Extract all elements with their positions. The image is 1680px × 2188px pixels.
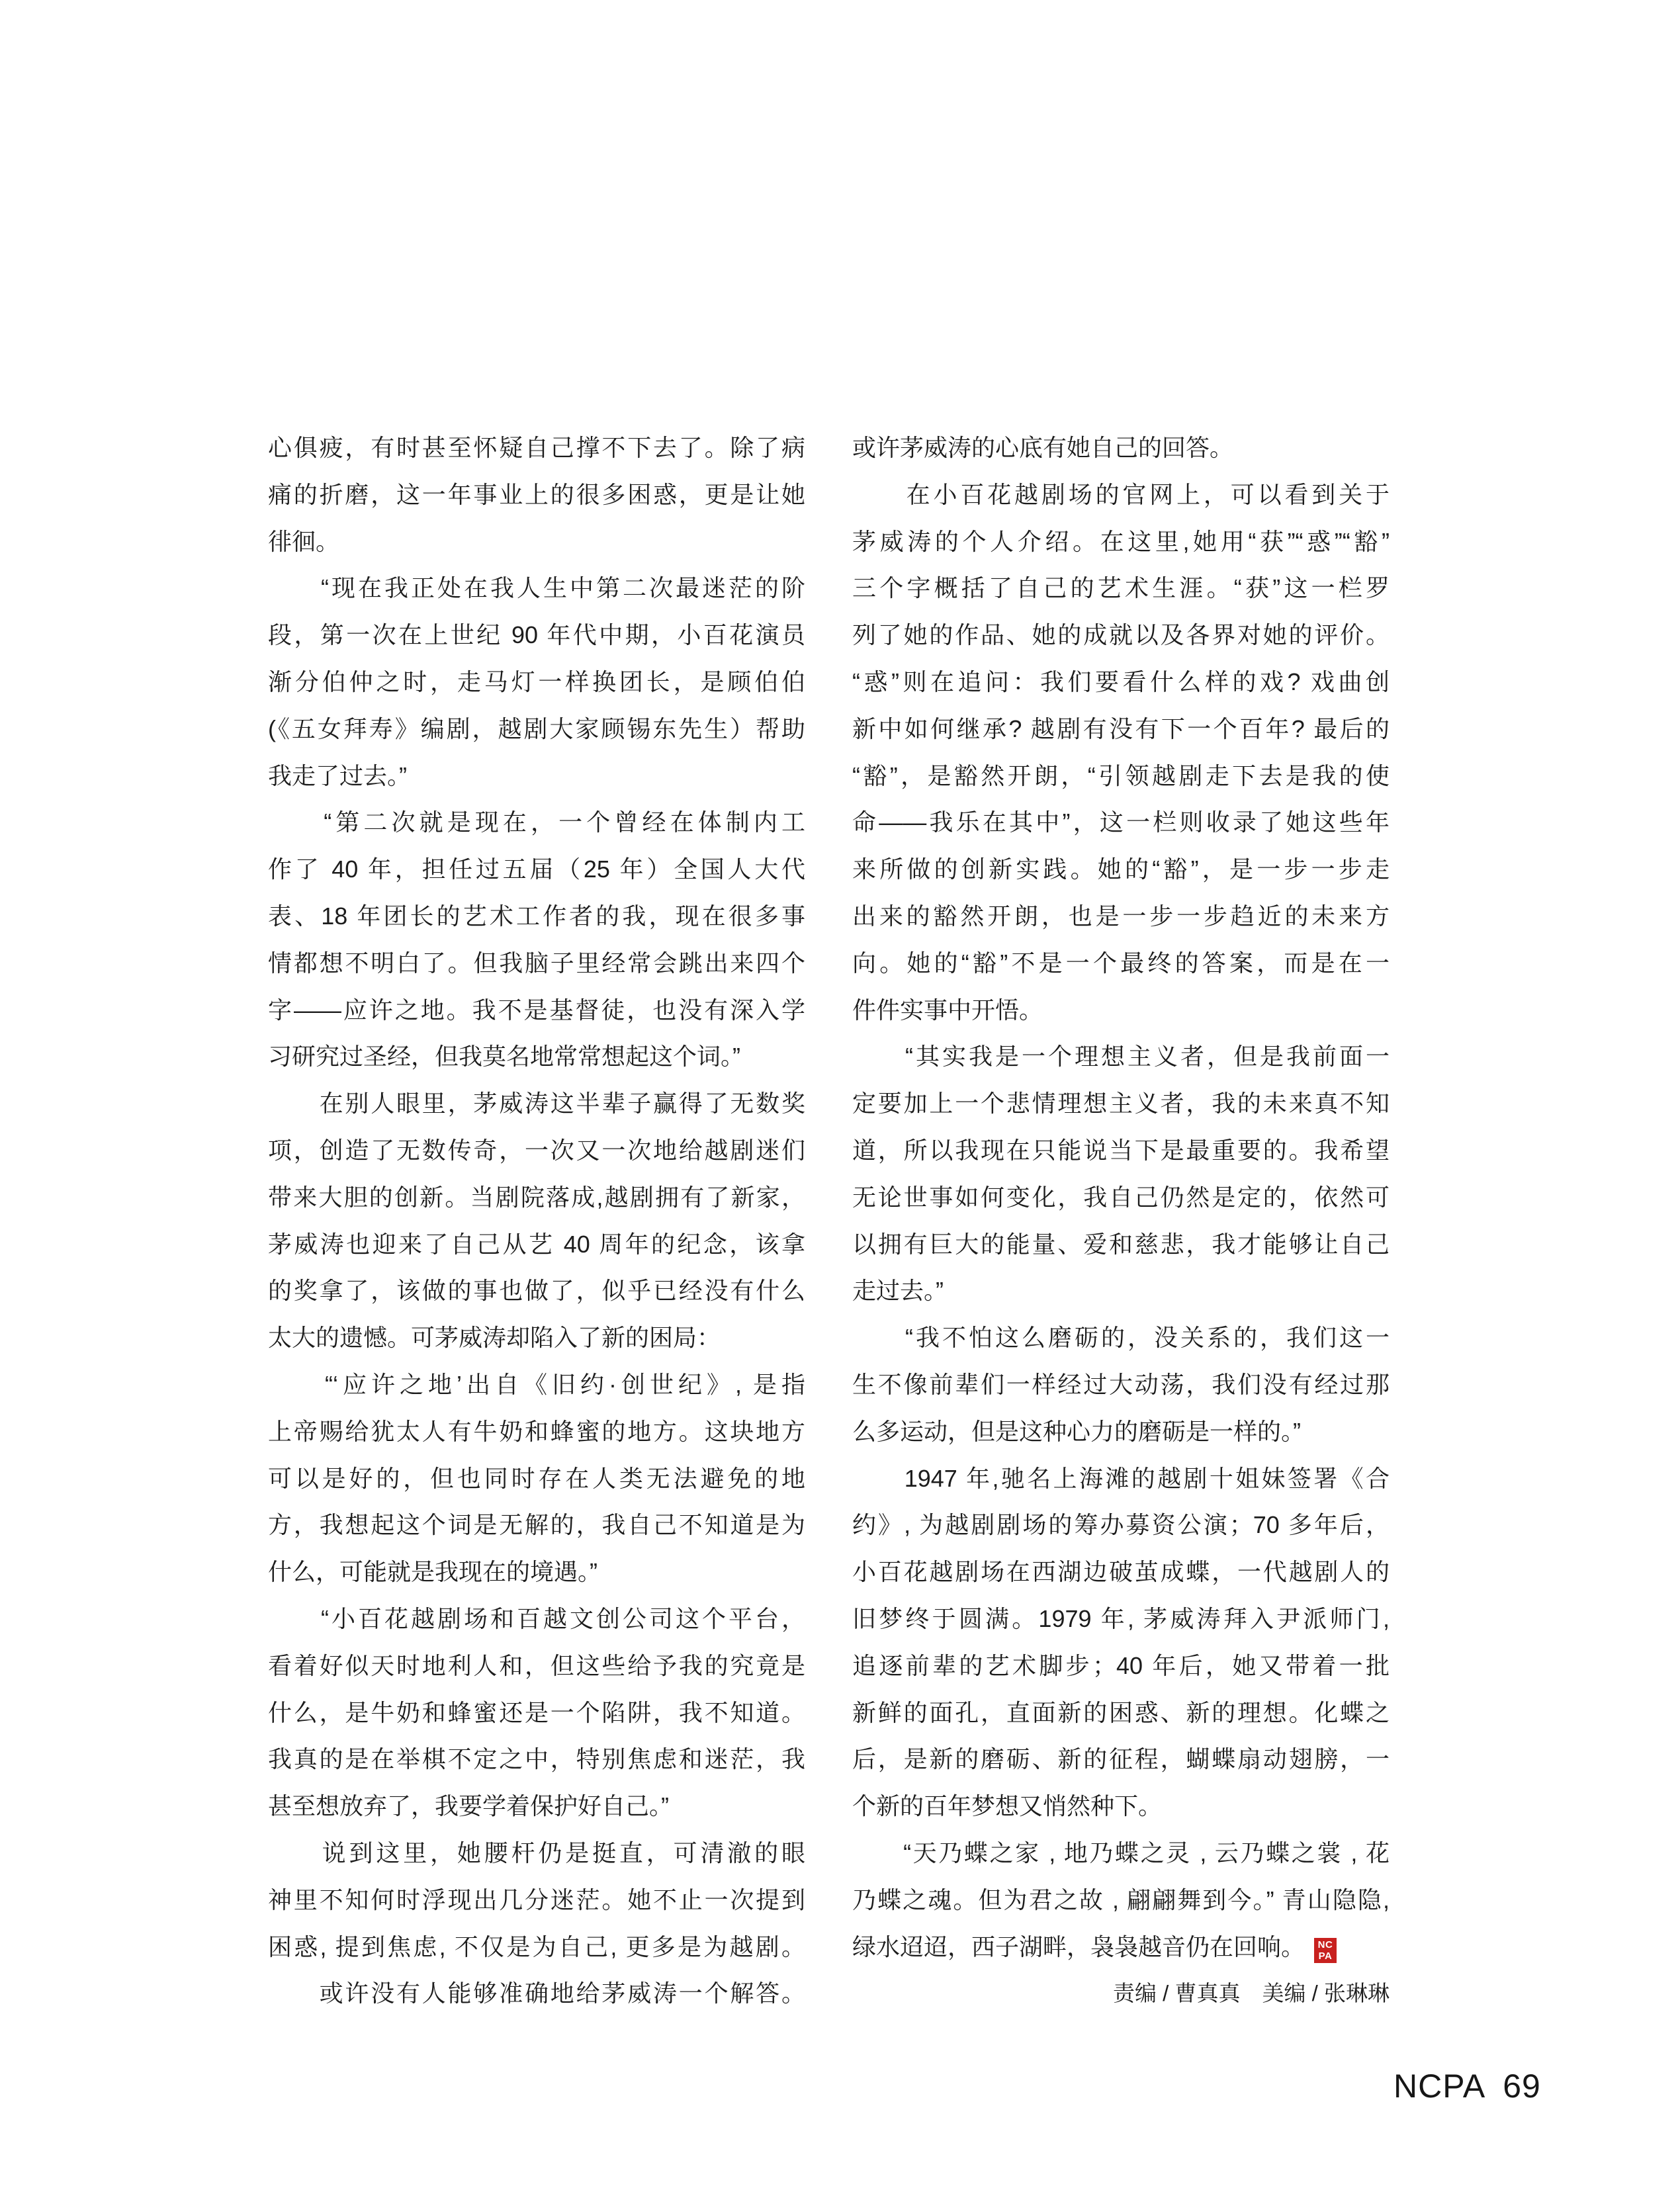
text-line: 件件实事中开悟。 [852, 996, 1043, 1024]
text-line: 作了 40 年，担任过五届（25 年）全国人大代 [268, 855, 805, 883]
paragraph [852, 1456, 1390, 1830]
text-line: 什么，可能就是我现在的境遇。” [268, 1558, 597, 1586]
text-line: “豁”，是豁然开朗，“引领越剧走下去是我的使 [852, 762, 1390, 789]
text-line: 后，是新的磨砺、新的征程，蝴蝶扇动翅膀，一 [852, 1745, 1390, 1773]
paragraph [268, 1362, 805, 1596]
text-line: “其实我是一个理想主义者，但是我前面一 [852, 1043, 1390, 1071]
text-line: 看着好似天时地利人和，但这些给予我的究竟是 [268, 1651, 805, 1679]
article-column-right [852, 425, 1390, 2017]
text-line: “小百花越剧场和百越文创公司这个平台， [268, 1604, 805, 1632]
paragraph [852, 1033, 1390, 1315]
text-line: 项，创造了无数传奇，一次又一次地给越剧迷们 [268, 1136, 805, 1164]
text-line: 可以是好的，但也同时存在人类无法避免的地 [268, 1464, 805, 1492]
text-line: 说到这里，她腰杆仍是挺直，可清澈的眼 [268, 1839, 805, 1866]
text-line: 茅威涛也迎来了自己从艺 40 周年的纪念，该拿 [268, 1230, 805, 1258]
text-line: 定要加上一个悲情理想主义者，我的未来真不知 [852, 1090, 1390, 1117]
text-line: 新中如何继承? 越剧有没有下一个百年? 最后的 [852, 715, 1390, 742]
paragraph [268, 565, 805, 799]
text-line: 甚至想放弃了，我要学着保护好自己。” [268, 1792, 669, 1820]
ncpa-seal-icon: NC PA [1314, 1938, 1337, 1963]
text-line: “现在我正处在我人生中第二次最迷茫的阶 [268, 574, 805, 602]
text-line: 的奖拿了，该做的事也做了，似乎已经没有什么 [268, 1277, 805, 1305]
paragraph [852, 425, 1390, 472]
paragraph [852, 1315, 1390, 1455]
text-line: 走过去。” [852, 1277, 944, 1305]
text-line: 徘徊。 [268, 527, 340, 555]
text-line: 带来大胆的创新。当剧院落成,越剧拥有了新家， [268, 1183, 805, 1211]
text-line: 以拥有巨大的能量、爱和慈悲，我才能够让自己 [852, 1230, 1390, 1258]
column-right-paragraphs [852, 425, 1390, 1970]
paragraph [268, 1596, 805, 1830]
text-line: 茅威涛的个人介绍。在这里,她用“获”“惑”“豁” [852, 527, 1390, 555]
column-left-paragraphs [268, 425, 805, 2017]
text-line: 心俱疲，有时甚至怀疑自己撑不下去了。除了病 [268, 434, 805, 461]
text-line: 表、18 年团长的艺术工作者的我，现在很多事 [268, 902, 805, 930]
text-line: 追逐前辈的艺术脚步；40 年后，她又带着一批 [852, 1651, 1390, 1679]
text-line: 或许没有人能够准确地给茅威涛一个解答。 [268, 1980, 805, 2007]
paragraph [268, 799, 805, 1080]
text-line: 向。她的“豁”不是一个最终的答案，而是在一 [852, 949, 1390, 977]
text-line: 道，所以我现在只能说当下是最重要的。我希望 [852, 1136, 1390, 1164]
paragraph [852, 472, 1390, 1034]
text-line: 1947 年,驰名上海滩的越剧十姐妹签署《合 [852, 1464, 1390, 1492]
paragraph [268, 1080, 805, 1362]
editor-credit: 责编 / 曹真真 美编 / 张琳琳 [1112, 1981, 1390, 2006]
footer-page-number: 69 [1503, 2068, 1541, 2105]
text-line: (《五女拜寿》编剧，越剧大家顾锡东先生）帮助 [268, 715, 805, 742]
page-footer [1393, 2067, 1541, 2105]
text-line: 我走了过去。” [268, 762, 407, 789]
text-line: 生不像前辈们一样经过大动荡，我们没有经过那 [852, 1370, 1390, 1398]
text-line: 或许茅威涛的心底有她自己的回答。 [852, 434, 1234, 461]
text-line: 新鲜的面孔，直面新的困惑、新的理想。化蝶之 [852, 1698, 1390, 1726]
text-line: 个新的百年梦想又悄然种下。 [852, 1792, 1163, 1820]
text-line: 三个字概括了自己的艺术生涯。“获”这一栏罗 [852, 574, 1390, 602]
text-line: 太大的遗憾。可茅威涛却陷入了新的困局： [268, 1324, 721, 1352]
text-line: 在小百花越剧场的官网上，可以看到关于 [852, 480, 1390, 508]
paragraph [268, 1970, 805, 2017]
text-line: 小百花越剧场在西湖边破茧成蝶，一代越剧人的 [852, 1558, 1390, 1586]
text-line: 什么，是牛奶和蜂蜜还是一个陷阱，我不知道。 [268, 1698, 805, 1726]
text-line: “天乃蝶之家 , 地乃蝶之灵 , 云乃蝶之裳 , 花 [852, 1839, 1390, 1866]
text-line: 么多运动，但是这种心力的磨砺是一样的。” [852, 1417, 1301, 1445]
text-line: 段，第一次在上世纪 90 年代中期，小百花演员 [268, 621, 805, 649]
paragraph [852, 1830, 1390, 1970]
text-line: 习研究过圣经，但我莫名地常常想起这个词。” [268, 1043, 740, 1071]
text-line: 方，我想起这个词是无解的，我自己不知道是为 [268, 1511, 805, 1539]
text-line: 无论世事如何变化，我自己仍然是定的，依然可 [852, 1183, 1390, 1211]
text-line: 绿水迢迢，西子湖畔，袅袅越音仍在回响。 NC PA [852, 1924, 1390, 1971]
text-line: 出来的豁然开朗，也是一步一步趋近的未来方 [852, 902, 1390, 930]
text-line: 在别人眼里，茅威涛这半辈子赢得了无数奖 [268, 1090, 805, 1117]
text-line: 痛的折磨，这一年事业上的很多困惑，更是让她 [268, 480, 805, 508]
text-line: 列了她的作品、她的成就以及各界对她的评价。 [852, 621, 1390, 649]
text-line: “‘应许之地’出自《旧约·创世纪》, 是指 [268, 1370, 805, 1398]
text-line: 我真的是在举棋不定之中，特别焦虑和迷茫，我 [268, 1745, 805, 1773]
text-line: 困惑, 提到焦虑, 不仅是为自己, 更多是为越剧。 [268, 1933, 805, 1960]
text-line: “惑”则在追问：我们要看什么样的戏? 戏曲创 [852, 668, 1390, 695]
text-line: 来所做的创新实践。她的“豁”，是一步一步走 [852, 855, 1390, 883]
text-line: “第二次就是现在，一个曾经在体制内工 [268, 809, 805, 836]
text-line: 渐分伯仲之时，走马灯一样换团长，是顾伯伯 [268, 668, 805, 695]
paragraph [268, 425, 805, 565]
footer-brand: NCPA [1393, 2068, 1486, 2105]
text-line: 字——应许之地。我不是基督徒，也没有深入学 [268, 996, 805, 1024]
text-line: 情都想不明白了。但我脑子里经常会跳出来四个 [268, 949, 805, 977]
text-line: 旧梦终于圆满。1979 年, 茅威涛拜入尹派师门, [852, 1604, 1390, 1632]
text-line: 神里不知何时浮现出几分迷茫。她不止一次提到 [268, 1886, 805, 1913]
text-line: 约》, 为越剧剧场的筹办募资公演；70 多年后， [852, 1511, 1390, 1539]
text-line: 乃蝶之魂。但为君之故 , 翩翩舞到今。” 青山隐隐, [852, 1886, 1390, 1913]
text-line: “我不怕这么磨砺的，没关系的，我们这一 [852, 1324, 1390, 1352]
text-line: 上帝赐给犹太人有牛奶和蜂蜜的地方。这块地方 [268, 1417, 805, 1445]
article-column-left [268, 425, 805, 2017]
text-line: 命——我乐在其中”，这一栏则收录了她这些年 [852, 809, 1390, 836]
paragraph [268, 1830, 805, 1970]
